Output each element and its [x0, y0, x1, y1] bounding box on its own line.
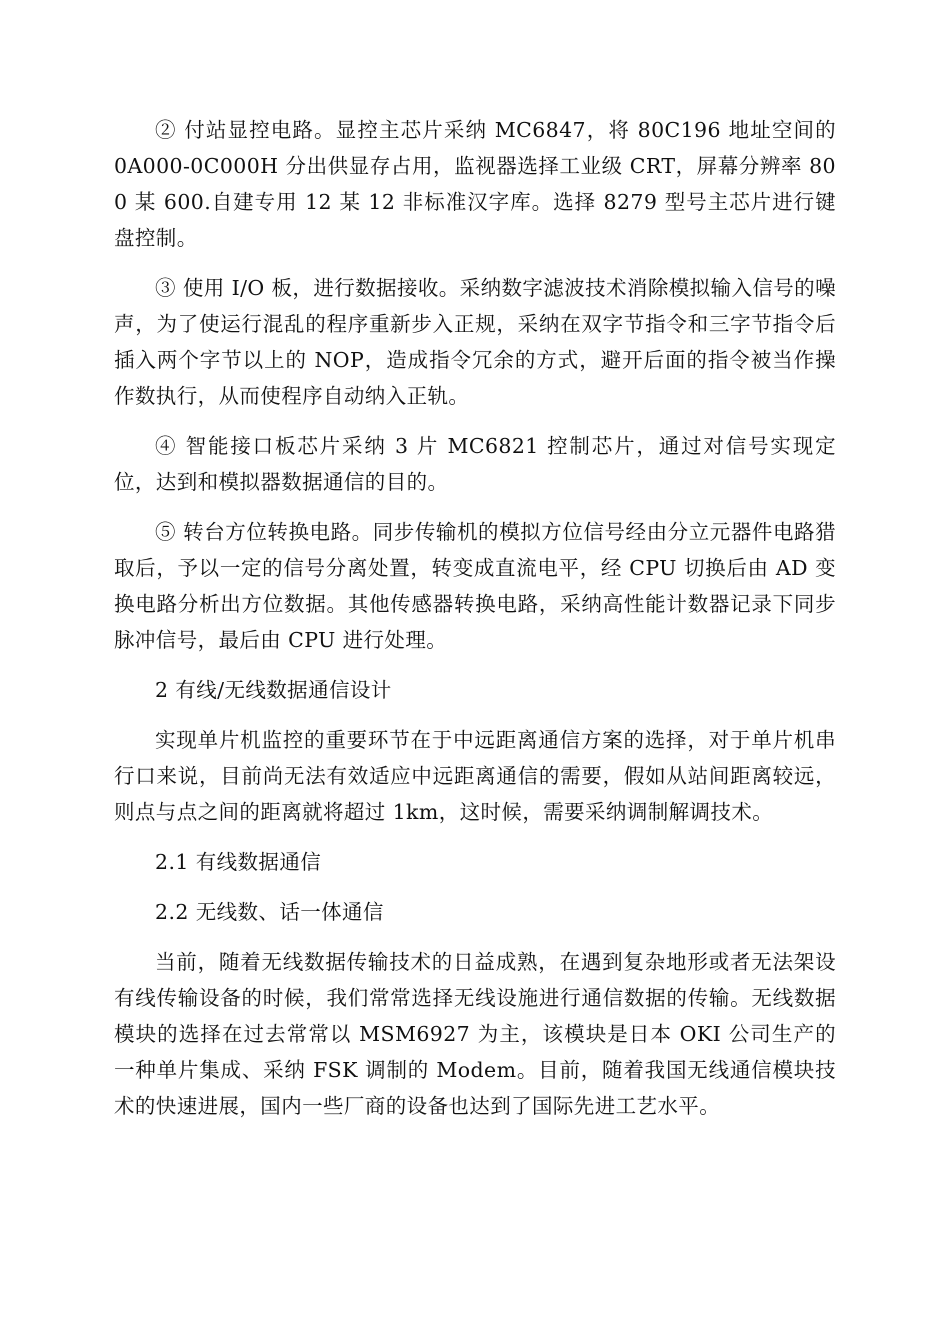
- paragraph-communication-scheme: 实现单片机监控的重要环节在于中远距离通信方案的选择，对于单片机串行口来说，目前尚无法有效适应中远距离通信的需要，假如从站间距离较远，则点与点之间的距离就将超过 1km，这时候，需要采纳调制解调技术。: [114, 728, 836, 824]
- paragraph-io-board: ③ 使用 I/O 板，进行数据接收。采纳数字滤波技术消除模拟输入信号的噪声，为了使运行混乱的程序重新步入正规，采纳在双字节指令和三字节指令后插入两个字节以上的 NOP，造成指令冗余的方式，避开后面的指令被当作操作数执行，从而使程序自动纳入正轨。: [114, 276, 836, 408]
- paragraph-wireless-module: 当前，随着无线数据传输技术的日益成熟，在遇到复杂地形或者无法架设有线传输设备的时候，我们常常选择无线设施进行通信数据的传输。无线数据模块的选择在过去常常以 MSM6927 为主，该模块是日本 OKI 公司生产的一种单片集成、采纳 FSK 调制的 Modem。目前，随着我国无线通信模块技术的快速进展，国内一些厂商的设备也达到了国际先进工艺水平。: [114, 950, 836, 1118]
- subsection-heading-wireless: 2.2 无线数、话一体通信: [155, 900, 384, 924]
- subsection-heading-wired: 2.1 有线数据通信: [155, 850, 322, 874]
- section-heading-communication-design: 2 有线/无线数据通信设计: [155, 678, 392, 702]
- paragraph-turntable-circuit: ⑤ 转台方位转换电路。同步传输机的模拟方位信号经由分立元器件电路猎取后，予以一定的信号分离处置，转变成直流电平，经 CPU 切换后由 AD 变换电路分析出方位数据。其他传感器转换电路，采纳高性能计数器记录下同步脉冲信号，最后由 CPU 进行处理。: [114, 520, 836, 652]
- paragraph-display-control-circuit: ② 付站显控电路。显控主芯片采纳 MC6847，将 80C196 地址空间的 0A000-0C000H 分出供显存占用，监视器选择工业级 CRT，屏幕分辨率 800 某 600.自建专用 12 某 12 非标准汉字库。选择 8279 型号主芯片进行键盘控制。: [114, 118, 836, 250]
- paragraph-interface-board: ④ 智能接口板芯片采纳 3 片 MC6821 控制芯片，通过对信号实现定位，达到和模拟器数据通信的目的。: [114, 434, 836, 494]
